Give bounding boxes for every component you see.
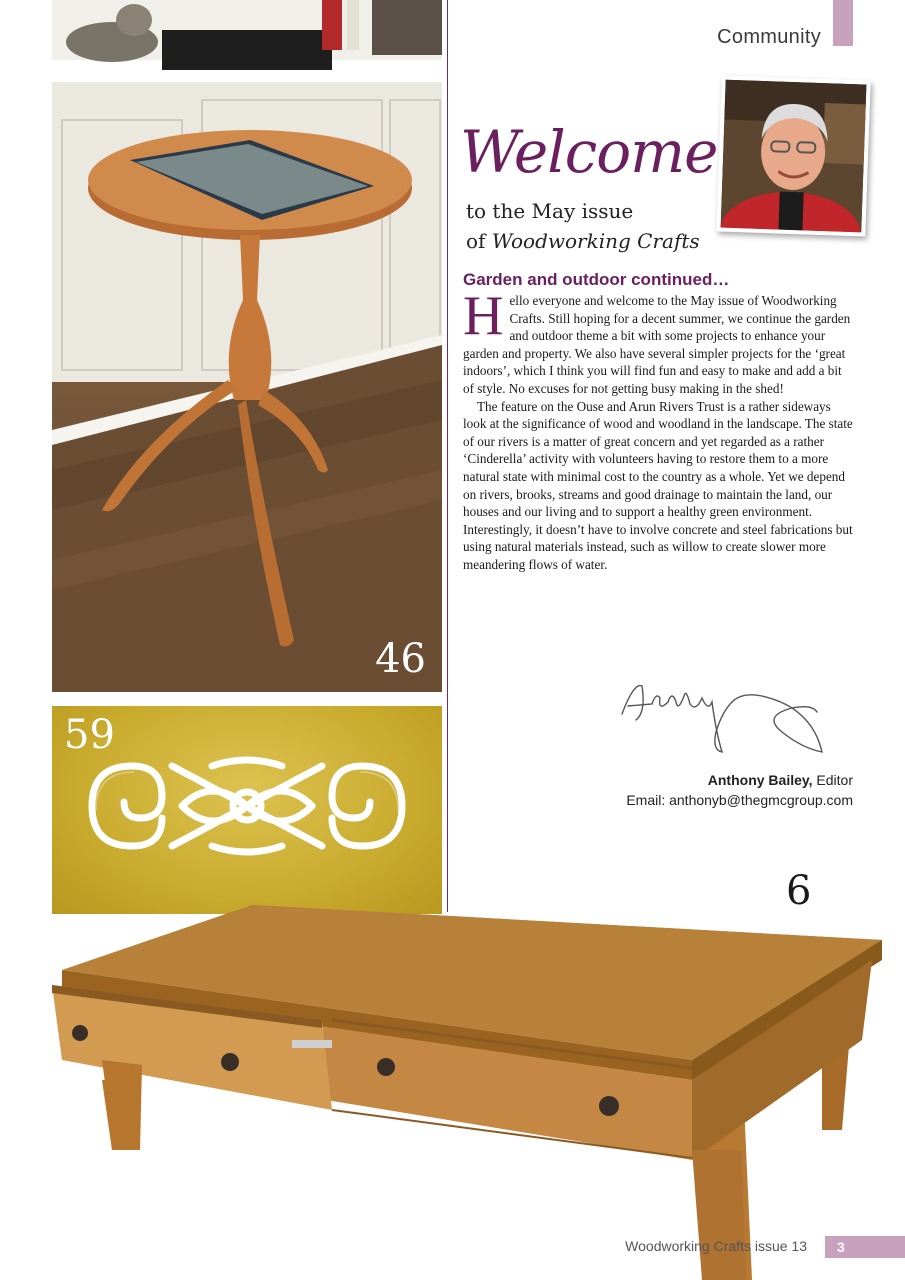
page-number: 3 xyxy=(825,1236,905,1258)
subtitle-prefix: of xyxy=(466,229,492,253)
welcome-subtitle xyxy=(466,196,700,256)
editor-credit xyxy=(708,772,853,788)
coffee-table-photo xyxy=(52,900,882,1280)
magazine-name: Woodworking Crafts xyxy=(491,229,700,253)
subtitle-line-2 xyxy=(466,226,700,256)
page-ref-59: 59 xyxy=(64,712,115,758)
article-paragraph-2: The feature on the Ouse and Arun Rivers Trust is a rather sideways look at the significance of wood and woodland in the landscape. The state of our rivers is a matter of great concern and yet regarded as a rather ‘Cinderella’ activity with volunteers having to restore them to a more natural state with minimal cost to the country as a whole. Yet we depend on rivers, brooks, streams and good drainage to maintain the land, our houses and our living and to support a healthy green environment. Interestingly, it doesn’t have to involve concrete and steel fabrications but using natural materials instead, such as willow to create slower more meandering flows of water. xyxy=(463,398,853,572)
welcome-title: Welcome xyxy=(460,118,718,186)
article-paragraph-1 xyxy=(463,285,853,398)
editor-role: Editor xyxy=(812,772,853,788)
column-divider xyxy=(447,0,448,912)
fretwork-panel-photo xyxy=(52,706,442,914)
editor-email: Email: anthonyb@thegmcgroup.com xyxy=(626,792,853,808)
page-ref-6: 6 xyxy=(786,868,812,914)
editor-portrait xyxy=(716,75,870,236)
section-tab xyxy=(833,0,853,46)
section-label: Community xyxy=(717,26,821,48)
drop-cap: H xyxy=(463,285,504,347)
editor-name: Anthony Bailey, xyxy=(707,772,813,788)
paragraph-1-text: ello everyone and welcome to the May issue of Woodworking Crafts. Still hoping for a decent summer, we continue the garden and outdoor theme a bit with some projects to enhance your garden and property. We also have several simpler projects for the ‘great indoors’, which I think you will find fun and easy to make and add a bit of style. No excuses for not getting busy making in the shed! xyxy=(463,293,851,396)
article-body xyxy=(463,285,853,574)
article-heading: Garden and outdoor continued… xyxy=(463,270,730,289)
editor-signature xyxy=(612,672,832,762)
footer-issue: Woodworking Crafts issue 13 xyxy=(625,1238,807,1254)
tripod-table-photo xyxy=(52,0,442,692)
page-ref-46: 46 xyxy=(375,636,426,682)
subtitle-line-1: to the May issue xyxy=(466,199,634,223)
